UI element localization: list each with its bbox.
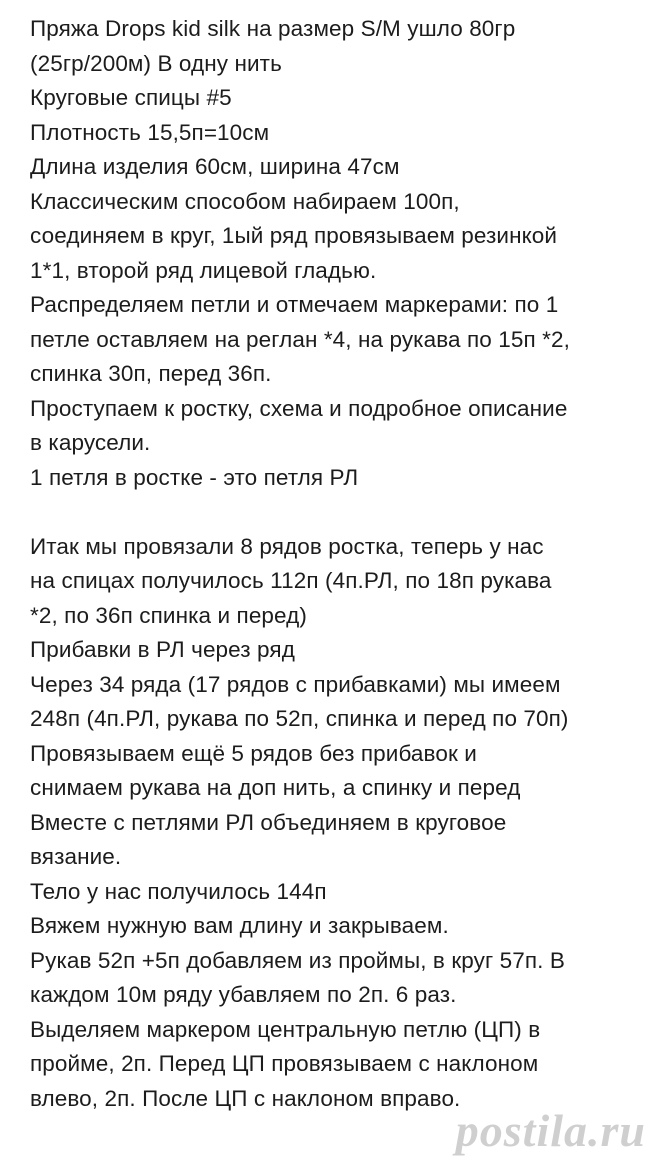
text-line: Длина изделия 60см, ширина 47см xyxy=(30,154,400,179)
text-line: Проступаем к ростку, схема и подробное описание xyxy=(30,395,568,421)
text-line: *2, по 36п спинка и перед) xyxy=(30,602,307,628)
text-line: вязание. xyxy=(30,844,122,869)
text-line: Выделяем маркером центральную петлю (ЦП) в xyxy=(30,1016,541,1042)
text-line: Классическим способом набираем 100п, xyxy=(30,188,460,214)
text-line: (25гр/200м) В одну нить xyxy=(30,50,282,76)
postila-watermark: postila.ru xyxy=(455,1105,646,1156)
text-line: снимаем рукава на доп нить, а спинку и перед xyxy=(30,775,521,800)
text-line: Плотность 15,5п=10см xyxy=(30,119,270,145)
text-line: Пряжа Drops kid silk на размер S/M ушло 80гр xyxy=(30,16,516,41)
text-line: Круговые спицы #5 xyxy=(30,85,232,110)
text-line: Вместе с петлями РЛ объединяем в круговое xyxy=(30,809,507,835)
text-line: Через 34 ряда (17 рядов с прибавками) мы имеем xyxy=(30,671,561,697)
text-line: Итак мы провязали 8 рядов ростка, теперь у нас xyxy=(30,533,544,559)
text-line: на спицах получилось 112п (4п.РЛ, по 18п рукава xyxy=(30,568,552,593)
text-line: Прибавки в РЛ через ряд xyxy=(30,637,295,662)
text-line: пройме, 2п. Перед ЦП провязываем с наклоном xyxy=(30,1051,539,1076)
text-line: Вяжем нужную вам длину и закрываем. xyxy=(30,913,449,938)
text-line: соединяем в круг, 1ый ряд провязываем резинкой xyxy=(30,223,558,248)
text-line: 248п (4п.РЛ, рукава по 52п, спинка и перед по 70п) xyxy=(30,706,569,731)
knitting-instructions-text xyxy=(30,12,656,1116)
text-line: Провязываем ещё 5 рядов без прибавок и xyxy=(30,740,477,766)
text-line: каждом 10м ряду убавляем по 2п. 6 раз. xyxy=(30,982,457,1007)
text-line: в карусели. xyxy=(30,430,151,455)
text-line: Распределяем петли и отмечаем маркерами: по 1 xyxy=(30,292,559,317)
text-line: петле оставляем на реглан *4, на рукава по 15п *2, xyxy=(30,326,570,352)
text-line: Тело у нас получилось 144п xyxy=(30,878,327,904)
text-line: спинка 30п, перед 36п. xyxy=(30,361,272,386)
text-line: Рукав 52п +5п добавляем из проймы, в круг 57п. В xyxy=(30,947,565,973)
blank-line xyxy=(30,495,656,530)
text-line: 1*1, второй ряд лицевой гладью. xyxy=(30,257,377,283)
text-line: 1 петля в ростке - это петля РЛ xyxy=(30,464,359,490)
text-line: влево, 2п. После ЦП с наклоном вправо. xyxy=(30,1085,461,1111)
